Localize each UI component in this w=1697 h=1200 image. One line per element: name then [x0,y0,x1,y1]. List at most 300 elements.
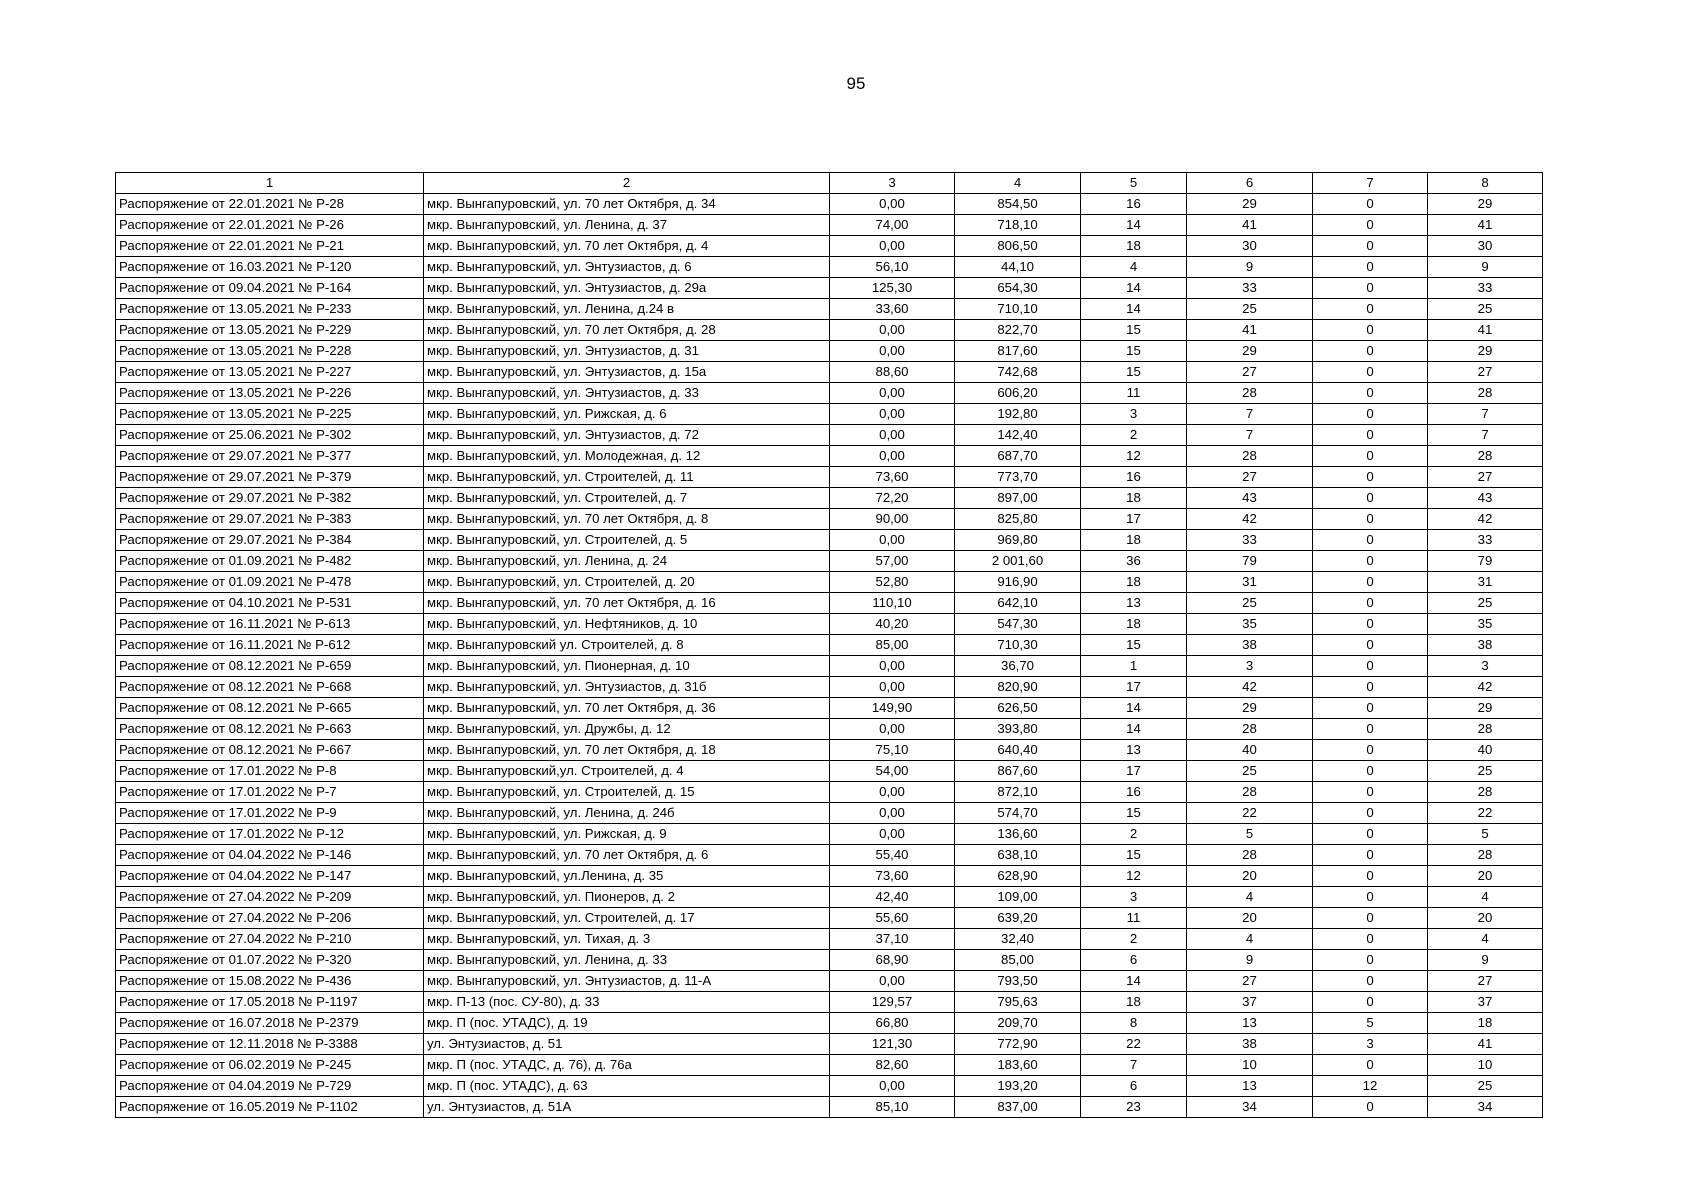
value-cell-5: 2 [1081,929,1187,950]
document-cell: Распоряжение от 13.05.2021 № Р-227 [116,362,424,383]
table-row [116,635,1543,656]
document-cell: Распоряжение от 15.08.2022 № Р-436 [116,971,424,992]
value-cell-6: 38 [1187,1034,1313,1055]
value-cell-3: 0,00 [830,782,955,803]
value-cell-5: 22 [1081,1034,1187,1055]
value-cell-8: 34 [1428,1097,1543,1118]
value-cell-8: 20 [1428,908,1543,929]
table-row [116,1076,1543,1097]
value-cell-4: 710,30 [955,635,1081,656]
value-cell-8: 35 [1428,614,1543,635]
value-cell-8: 27 [1428,362,1543,383]
address-cell: мкр. Вынгапуровский, ул. 70 лет Октября, д. 36 [424,698,830,719]
value-cell-4: 628,90 [955,866,1081,887]
value-cell-8: 38 [1428,635,1543,656]
address-cell: мкр. Вынгапуровский, ул. Строителей, д. 5 [424,530,830,551]
address-cell: ул. Энтузиастов, д. 51 [424,1034,830,1055]
value-cell-5: 18 [1081,530,1187,551]
value-cell-3: 0,00 [830,1076,955,1097]
value-cell-3: 90,00 [830,509,955,530]
address-cell: ул. Энтузиастов, д. 51А [424,1097,830,1118]
value-cell-4: 36,70 [955,656,1081,677]
document-cell: Распоряжение от 13.05.2021 № Р-225 [116,404,424,425]
value-cell-3: 125,30 [830,278,955,299]
value-cell-6: 7 [1187,404,1313,425]
header-row [116,173,1543,194]
table-row [116,908,1543,929]
address-cell: мкр. П-13 (пос. СУ-80), д. 33 [424,992,830,1013]
value-cell-4: 32,40 [955,929,1081,950]
value-cell-3: 85,10 [830,1097,955,1118]
value-cell-6: 42 [1187,509,1313,530]
value-cell-5: 2 [1081,824,1187,845]
value-cell-8: 10 [1428,1055,1543,1076]
address-cell: мкр. Вынгапуровский, ул. Энтузиастов, д. 72 [424,425,830,446]
value-cell-8: 28 [1428,782,1543,803]
value-cell-3: 0,00 [830,971,955,992]
value-cell-7: 0 [1313,215,1428,236]
address-cell: мкр. Вынгапуровский, ул. Энтузиастов, д. 6 [424,257,830,278]
value-cell-7: 0 [1313,740,1428,761]
value-cell-4: 642,10 [955,593,1081,614]
value-cell-5: 14 [1081,698,1187,719]
value-cell-3: 110,10 [830,593,955,614]
document-cell: Распоряжение от 17.05.2018 № Р-1197 [116,992,424,1013]
document-cell: Распоряжение от 13.05.2021 № Р-229 [116,320,424,341]
value-cell-7: 0 [1313,446,1428,467]
table-row [116,950,1543,971]
value-cell-5: 4 [1081,257,1187,278]
value-cell-3: 0,00 [830,194,955,215]
value-cell-8: 30 [1428,236,1543,257]
value-cell-3: 0,00 [830,803,955,824]
value-cell-4: 192,80 [955,404,1081,425]
value-cell-3: 82,60 [830,1055,955,1076]
value-cell-3: 0,00 [830,446,955,467]
value-cell-8: 33 [1428,278,1543,299]
table-row [116,1034,1543,1055]
value-cell-7: 0 [1313,950,1428,971]
address-cell: мкр. Вынгапуровский, ул. Энтузиастов, д. 33 [424,383,830,404]
value-cell-8: 27 [1428,467,1543,488]
value-cell-4: 85,00 [955,950,1081,971]
address-cell: мкр. Вынгапуровский, ул. Молодежная, д. 12 [424,446,830,467]
document-cell: Распоряжение от 08.12.2021 № Р-663 [116,719,424,740]
document-cell: Распоряжение от 12.11.2018 № Р-3388 [116,1034,424,1055]
value-cell-8: 25 [1428,299,1543,320]
table-row [116,782,1543,803]
document-cell: Распоряжение от 27.04.2022 № Р-209 [116,887,424,908]
value-cell-7: 0 [1313,236,1428,257]
value-cell-4: 606,20 [955,383,1081,404]
value-cell-3: 55,60 [830,908,955,929]
value-cell-8: 29 [1428,194,1543,215]
value-cell-4: 806,50 [955,236,1081,257]
value-cell-5: 16 [1081,194,1187,215]
table-row [116,572,1543,593]
value-cell-4: 142,40 [955,425,1081,446]
value-cell-6: 29 [1187,194,1313,215]
address-cell: мкр. П (пос. УТАДС), д. 19 [424,1013,830,1034]
value-cell-8: 5 [1428,824,1543,845]
value-cell-8: 25 [1428,761,1543,782]
address-cell: мкр. Вынгапуровский, ул. Тихая, д. 3 [424,929,830,950]
document-cell: Распоряжение от 04.10.2021 № Р-531 [116,593,424,614]
value-cell-7: 0 [1313,866,1428,887]
value-cell-8: 31 [1428,572,1543,593]
table-row [116,803,1543,824]
value-cell-4: 2 001,60 [955,551,1081,572]
table-row [116,236,1543,257]
value-cell-7: 0 [1313,824,1428,845]
table-row [116,194,1543,215]
document-cell: Распоряжение от 29.07.2021 № Р-383 [116,509,424,530]
address-cell: мкр. Вынгапуровский, ул. 70 лет Октября, д. 18 [424,740,830,761]
value-cell-4: 916,90 [955,572,1081,593]
address-cell: мкр. Вынгапуровский, ул. Рижская, д. 6 [424,404,830,425]
value-cell-8: 9 [1428,950,1543,971]
column-header: 6 [1187,173,1313,194]
value-cell-8: 42 [1428,677,1543,698]
value-cell-4: 626,50 [955,698,1081,719]
column-header: 2 [424,173,830,194]
value-cell-4: 393,80 [955,719,1081,740]
value-cell-7: 0 [1313,530,1428,551]
value-cell-3: 57,00 [830,551,955,572]
value-cell-7: 0 [1313,257,1428,278]
value-cell-7: 0 [1313,278,1428,299]
value-cell-3: 54,00 [830,761,955,782]
address-cell: мкр. Вынгапуровский, ул. Энтузиастов, д. 29а [424,278,830,299]
value-cell-8: 79 [1428,551,1543,572]
address-cell: мкр. Вынгапуровский, ул. Дружбы, д. 12 [424,719,830,740]
value-cell-7: 0 [1313,614,1428,635]
value-cell-7: 0 [1313,509,1428,530]
value-cell-4: 825,80 [955,509,1081,530]
value-cell-6: 22 [1187,803,1313,824]
value-cell-4: 209,70 [955,1013,1081,1034]
table-row [116,845,1543,866]
value-cell-4: 136,60 [955,824,1081,845]
address-cell: мкр. Вынгапуровский, ул. 70 лет Октября, д. 16 [424,593,830,614]
table-row [116,992,1543,1013]
value-cell-3: 37,10 [830,929,955,950]
value-cell-3: 0,00 [830,383,955,404]
document-cell: Распоряжение от 16.03.2021 № Р-120 [116,257,424,278]
document-cell: Распоряжение от 29.07.2021 № Р-377 [116,446,424,467]
value-cell-6: 25 [1187,299,1313,320]
value-cell-3: 72,20 [830,488,955,509]
value-cell-5: 7 [1081,1055,1187,1076]
value-cell-7: 0 [1313,320,1428,341]
address-cell: мкр. Вынгапуровский, ул. Ленина, д. 33 [424,950,830,971]
value-cell-3: 33,60 [830,299,955,320]
value-cell-6: 40 [1187,740,1313,761]
value-cell-8: 37 [1428,992,1543,1013]
value-cell-3: 52,80 [830,572,955,593]
document-cell: Распоряжение от 08.12.2021 № Р-665 [116,698,424,719]
value-cell-6: 9 [1187,257,1313,278]
value-cell-8: 43 [1428,488,1543,509]
value-cell-5: 17 [1081,677,1187,698]
value-cell-7: 0 [1313,488,1428,509]
value-cell-5: 18 [1081,236,1187,257]
address-cell: мкр. Вынгапуровский, ул. Ленина, д. 37 [424,215,830,236]
value-cell-8: 4 [1428,929,1543,950]
value-cell-4: 793,50 [955,971,1081,992]
table-row [116,404,1543,425]
value-cell-6: 4 [1187,929,1313,950]
table-row [116,698,1543,719]
value-cell-4: 710,10 [955,299,1081,320]
value-cell-5: 3 [1081,887,1187,908]
value-cell-8: 9 [1428,257,1543,278]
value-cell-4: 742,68 [955,362,1081,383]
value-cell-5: 14 [1081,299,1187,320]
table-row [116,362,1543,383]
value-cell-8: 41 [1428,215,1543,236]
value-cell-3: 0,00 [830,404,955,425]
address-cell: мкр. Вынгапуровский ул. Строителей, д. 8 [424,635,830,656]
table-row [116,551,1543,572]
value-cell-6: 13 [1187,1013,1313,1034]
value-cell-3: 88,60 [830,362,955,383]
value-cell-5: 18 [1081,992,1187,1013]
value-cell-6: 31 [1187,572,1313,593]
address-cell: мкр. Вынгапуровский, ул. Ленина, д.24 в [424,299,830,320]
value-cell-7: 0 [1313,992,1428,1013]
document-cell: Распоряжение от 16.11.2021 № Р-612 [116,635,424,656]
value-cell-4: 969,80 [955,530,1081,551]
value-cell-5: 18 [1081,488,1187,509]
value-cell-7: 0 [1313,929,1428,950]
table-row [116,341,1543,362]
value-cell-7: 0 [1313,362,1428,383]
document-cell: Распоряжение от 29.07.2021 № Р-382 [116,488,424,509]
value-cell-6: 79 [1187,551,1313,572]
value-cell-4: 867,60 [955,761,1081,782]
address-cell: мкр. Вынгапуровский, ул. Ленина, д. 24 [424,551,830,572]
value-cell-7: 0 [1313,782,1428,803]
value-cell-6: 9 [1187,950,1313,971]
document-cell: Распоряжение от 22.01.2021 № Р-21 [116,236,424,257]
value-cell-3: 0,00 [830,341,955,362]
value-cell-7: 0 [1313,341,1428,362]
value-cell-8: 7 [1428,425,1543,446]
table-row [116,320,1543,341]
table-row [116,1055,1543,1076]
table-row [116,509,1543,530]
value-cell-3: 40,20 [830,614,955,635]
value-cell-7: 0 [1313,719,1428,740]
value-cell-3: 149,90 [830,698,955,719]
document-cell: Распоряжение от 01.09.2021 № Р-478 [116,572,424,593]
table-row [116,824,1543,845]
value-cell-6: 30 [1187,236,1313,257]
value-cell-6: 5 [1187,824,1313,845]
document-cell: Распоряжение от 09.04.2021 № Р-164 [116,278,424,299]
value-cell-6: 28 [1187,845,1313,866]
value-cell-4: 639,20 [955,908,1081,929]
value-cell-4: 574,70 [955,803,1081,824]
value-cell-5: 2 [1081,425,1187,446]
table-body [116,194,1543,1118]
value-cell-5: 11 [1081,908,1187,929]
value-cell-8: 7 [1428,404,1543,425]
table-row [116,656,1543,677]
value-cell-6: 34 [1187,1097,1313,1118]
table-row [116,887,1543,908]
value-cell-5: 16 [1081,782,1187,803]
value-cell-6: 43 [1187,488,1313,509]
value-cell-5: 6 [1081,950,1187,971]
table-row [116,299,1543,320]
value-cell-7: 0 [1313,908,1428,929]
value-cell-8: 20 [1428,866,1543,887]
value-cell-4: 638,10 [955,845,1081,866]
value-cell-4: 897,00 [955,488,1081,509]
value-cell-6: 25 [1187,761,1313,782]
column-header: 4 [955,173,1081,194]
value-cell-3: 73,60 [830,467,955,488]
value-cell-7: 0 [1313,1055,1428,1076]
value-cell-4: 773,70 [955,467,1081,488]
address-cell: мкр. Вынгапуровский, ул. Строителей, д. 15 [424,782,830,803]
table-row [116,740,1543,761]
value-cell-7: 0 [1313,677,1428,698]
document-cell: Распоряжение от 13.05.2021 № Р-228 [116,341,424,362]
address-cell: мкр. Вынгапуровский, ул. Строителей, д. 20 [424,572,830,593]
value-cell-5: 36 [1081,551,1187,572]
table-row [116,488,1543,509]
value-cell-6: 28 [1187,446,1313,467]
value-cell-7: 0 [1313,656,1428,677]
document-cell: Распоряжение от 29.07.2021 № Р-379 [116,467,424,488]
value-cell-5: 23 [1081,1097,1187,1118]
value-cell-3: 0,00 [830,236,955,257]
value-cell-5: 11 [1081,383,1187,404]
document-cell: Распоряжение от 04.04.2019 № Р-729 [116,1076,424,1097]
address-cell: мкр. Вынгапуровский, ул. Энтузиастов, д. 15а [424,362,830,383]
value-cell-8: 42 [1428,509,1543,530]
value-cell-7: 0 [1313,425,1428,446]
column-header: 7 [1313,173,1428,194]
value-cell-4: 640,40 [955,740,1081,761]
value-cell-4: 547,30 [955,614,1081,635]
value-cell-3: 55,40 [830,845,955,866]
address-cell: мкр. Вынгапуровский, ул. 70 лет Октября, д. 8 [424,509,830,530]
value-cell-7: 3 [1313,1034,1428,1055]
document-cell: Распоряжение от 16.11.2021 № Р-613 [116,614,424,635]
value-cell-6: 29 [1187,698,1313,719]
value-cell-6: 37 [1187,992,1313,1013]
value-cell-3: 0,00 [830,677,955,698]
value-cell-6: 41 [1187,320,1313,341]
address-cell: мкр. Вынгапуровский, ул. Пионеров, д. 2 [424,887,830,908]
document-cell: Распоряжение от 08.12.2021 № Р-667 [116,740,424,761]
document-cell: Распоряжение от 27.04.2022 № Р-210 [116,929,424,950]
address-cell: мкр. Вынгапуровский, ул. Рижская, д. 9 [424,824,830,845]
value-cell-7: 5 [1313,1013,1428,1034]
value-cell-4: 654,30 [955,278,1081,299]
value-cell-8: 28 [1428,845,1543,866]
value-cell-7: 0 [1313,698,1428,719]
document-cell: Распоряжение от 08.12.2021 № Р-668 [116,677,424,698]
value-cell-8: 22 [1428,803,1543,824]
value-cell-7: 0 [1313,635,1428,656]
value-cell-3: 42,40 [830,887,955,908]
value-cell-3: 73,60 [830,866,955,887]
document-cell: Распоряжение от 01.07.2022 № Р-320 [116,950,424,971]
address-cell: мкр. Вынгапуровский, ул. Строителей, д. 17 [424,908,830,929]
value-cell-3: 56,10 [830,257,955,278]
value-cell-4: 193,20 [955,1076,1081,1097]
value-cell-5: 15 [1081,803,1187,824]
address-cell: мкр. Вынгапуровский, ул. Строителей, д. 11 [424,467,830,488]
value-cell-7: 0 [1313,1097,1428,1118]
value-cell-3: 74,00 [830,215,955,236]
value-cell-8: 25 [1428,1076,1543,1097]
table-row [116,761,1543,782]
document-cell: Распоряжение от 17.01.2022 № Р-12 [116,824,424,845]
value-cell-7: 12 [1313,1076,1428,1097]
value-cell-3: 129,57 [830,992,955,1013]
value-cell-6: 25 [1187,593,1313,614]
value-cell-4: 109,00 [955,887,1081,908]
document-cell: Распоряжение от 04.04.2022 № Р-147 [116,866,424,887]
value-cell-8: 41 [1428,1034,1543,1055]
value-cell-6: 41 [1187,215,1313,236]
value-cell-5: 8 [1081,1013,1187,1034]
address-cell: мкр. Вынгапуровский, ул. Энтузиастов, д. 31б [424,677,830,698]
table-row [116,971,1543,992]
document-cell: Распоряжение от 16.07.2018 № Р-2379 [116,1013,424,1034]
value-cell-8: 28 [1428,719,1543,740]
address-cell: мкр. Вынгапуровский, ул. 70 лет Октября, д. 6 [424,845,830,866]
document-cell: Распоряжение от 13.05.2021 № Р-233 [116,299,424,320]
page-number: 95 [846,74,866,93]
value-cell-3: 0,00 [830,656,955,677]
address-cell: мкр. Вынгапуровский, ул. 70 лет Октября, д. 4 [424,236,830,257]
value-cell-3: 66,80 [830,1013,955,1034]
document-cell: Распоряжение от 27.04.2022 № Р-206 [116,908,424,929]
value-cell-5: 12 [1081,866,1187,887]
value-cell-3: 0,00 [830,320,955,341]
value-cell-5: 13 [1081,593,1187,614]
value-cell-6: 7 [1187,425,1313,446]
value-cell-4: 183,60 [955,1055,1081,1076]
value-cell-8: 29 [1428,698,1543,719]
document-cell: Распоряжение от 13.05.2021 № Р-226 [116,383,424,404]
table-row [116,929,1543,950]
value-cell-5: 12 [1081,446,1187,467]
value-cell-7: 0 [1313,467,1428,488]
value-cell-8: 40 [1428,740,1543,761]
document-cell: Распоряжение от 17.01.2022 № Р-9 [116,803,424,824]
value-cell-4: 837,00 [955,1097,1081,1118]
value-cell-3: 75,10 [830,740,955,761]
value-cell-8: 33 [1428,530,1543,551]
value-cell-8: 18 [1428,1013,1543,1034]
table-row [116,1013,1543,1034]
value-cell-5: 18 [1081,572,1187,593]
value-cell-8: 27 [1428,971,1543,992]
value-cell-3: 121,30 [830,1034,955,1055]
value-cell-8: 3 [1428,656,1543,677]
table-row [116,467,1543,488]
value-cell-6: 27 [1187,971,1313,992]
value-cell-5: 6 [1081,1076,1187,1097]
